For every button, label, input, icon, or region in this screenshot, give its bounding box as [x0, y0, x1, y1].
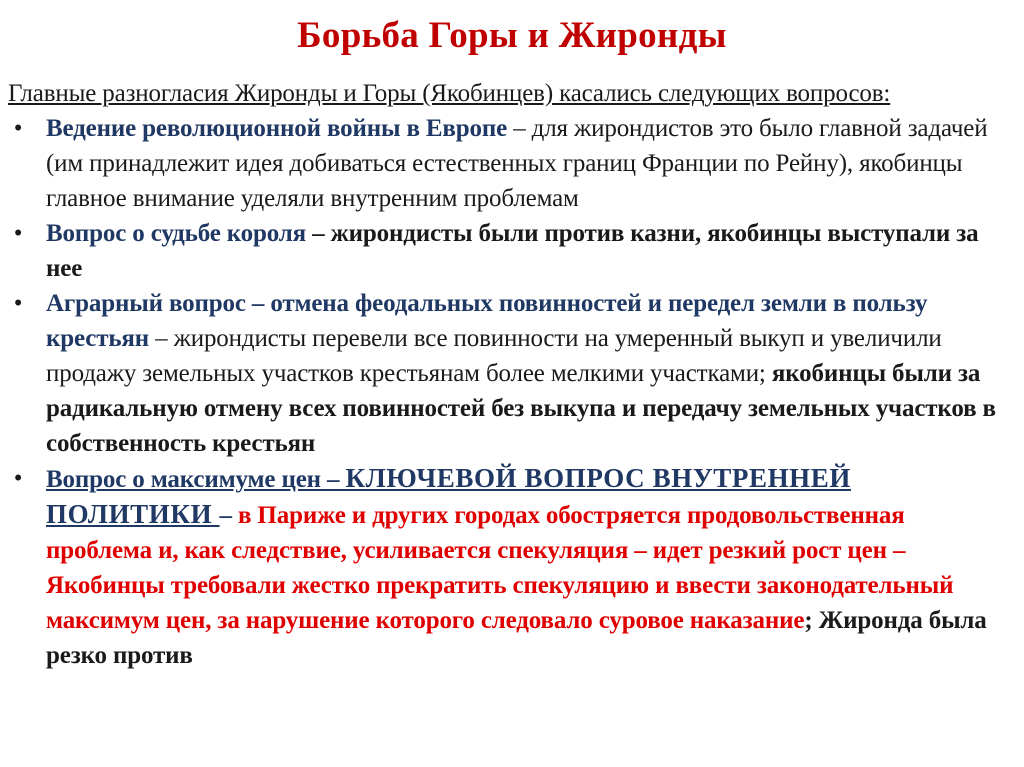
- intro-text: Главные разногласия Жиронды и Горы (Якобинцев) касались следующих вопросов:: [8, 80, 891, 107]
- text-war: – для жирондистов это было главной задачей (им принадлежит идея добиваться естественных границ Франции по Рейну), якобинцы главное внимание уделяли внутренним проблемам: [46, 115, 988, 212]
- bullet-icon: •: [13, 220, 23, 247]
- list-item-agrarian: [8, 286, 1014, 461]
- bullet-list: [8, 111, 1014, 673]
- slide-body: [8, 76, 1014, 673]
- list-item-prices: [8, 461, 1014, 673]
- topic-war: Ведение революционной войны в Европе: [46, 115, 508, 142]
- topic-agrarian: Аграрный вопрос – отмена феодальных повинностей и передел земли в пользу крестьян: [46, 290, 928, 352]
- bullet-icon: •: [13, 115, 23, 142]
- topic-king: Вопрос о судьбе короля: [46, 220, 307, 247]
- text-agrarian-bold: якобинцы были за радикальную отмену всех повинностей без выкупа и передачу земельных участков в собственность крестьян: [46, 360, 996, 457]
- list-item-war: [8, 111, 1014, 216]
- topic-dash: –: [219, 502, 238, 529]
- bullet-icon: •: [13, 290, 23, 317]
- bullet-icon: •: [13, 465, 23, 492]
- list-item-king: [8, 216, 1014, 286]
- slide-title: Борьба Горы и Жиронды: [297, 15, 727, 56]
- text-king: – жирондисты были против казни, якобинцы выступали за нее: [46, 220, 979, 282]
- topic-prices: Вопрос о максимуме цен –: [46, 466, 346, 493]
- text-prices-red: в Париже и других городах обостряется продовольственная проблема и, как следствие, усиливается спекуляция – идет резкий рост цен – Якобинцы требовали жестко прекратить спекуляцию и ввести законодательный максимум цен, за нарушение которого следовало суровое наказание: [46, 502, 954, 634]
- text-prices-end: ; Жиронда была резко против: [46, 607, 987, 669]
- text-agrarian: – жирондисты перевели все повинности на умеренный выкуп и увеличили продажу земельных участков крестьянам более мелкими участками;: [46, 325, 942, 387]
- topic-key-policy: КЛЮЧЕВОЙ ВОПРОС ВНУТРЕННЕЙ ПОЛИТИКИ: [46, 463, 851, 529]
